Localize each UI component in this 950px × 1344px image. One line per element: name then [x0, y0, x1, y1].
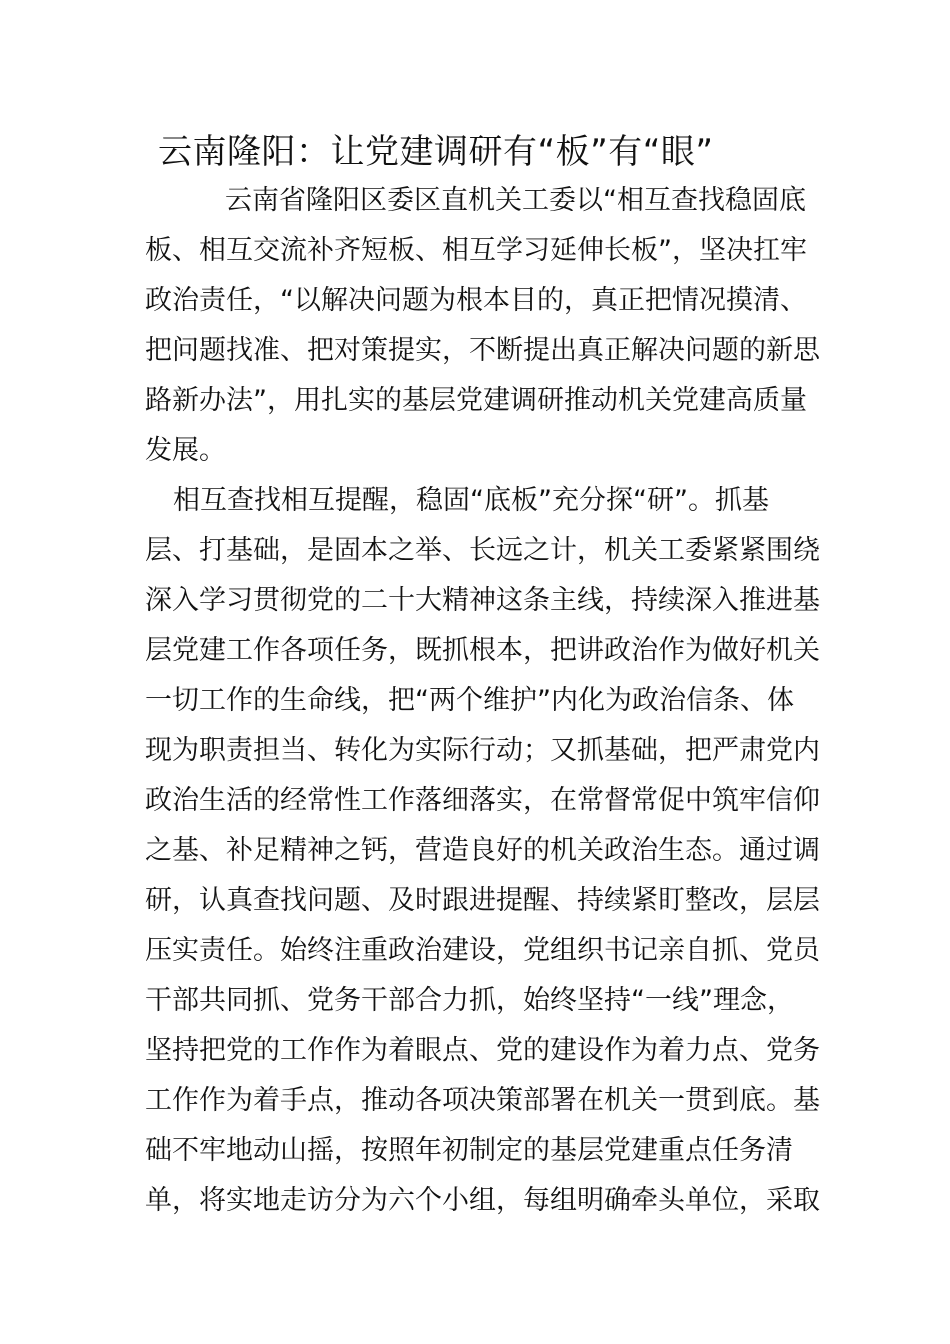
text-line: 现为职责担当、转化为实际行动；又抓基础，把严肃党内	[145, 735, 820, 766]
document-title: 云南隆阳：让党建调研有“板”有“眼”	[158, 132, 714, 172]
text-line: 工作作为着手点，推动各项决策部署在机关一贯到底。基	[145, 1085, 820, 1116]
text-line: 压实责任。始终注重政治建设，党组织书记亲自抓、党员	[145, 935, 820, 966]
text-line: 一切工作的生命线，把“两个维护”内化为政治信条、体	[145, 685, 794, 716]
paragraph-2	[145, 476, 820, 1226]
text-line: 层党建工作各项任务，既抓根本，把讲政治作为做好机关	[145, 635, 820, 666]
text-line: 之基、补足精神之钙，营造良好的机关政治生态。通过调	[145, 835, 820, 866]
text-line: 板、相互交流补齐短板、相互学习延伸长板”，坚决扛牢	[145, 235, 807, 266]
text-line: 相互查找相互提醒，稳固“底板”充分探“研”。抓基	[173, 485, 769, 516]
text-line: 把问题找准、把对策提实，不断提出真正解决问题的新思	[145, 335, 820, 366]
text-line: 路新办法”，用扎实的基层党建调研推动机关党建高质量	[145, 385, 807, 416]
text-line: 础不牢地动山摇，按照年初制定的基层党建重点任务清	[145, 1135, 793, 1166]
text-line: 政治责任，“以解决问题为根本目的，真正把情况摸清、	[145, 285, 807, 316]
text-line: 单，将实地走访分为六个小组，每组明确牵头单位，采取	[145, 1185, 820, 1216]
paragraph-1	[145, 176, 820, 476]
text-line: 深入学习贯彻党的二十大精神这条主线，持续深入推进基	[145, 585, 820, 616]
text-line: 干部共同抓、党务干部合力抓，始终坚持“一线”理念，	[145, 985, 794, 1016]
text-line: 发展。	[145, 435, 226, 466]
text-line: 研，认真查找问题、及时跟进提醒、持续紧盯整改，层层	[145, 885, 820, 916]
text-line: 政治生活的经常性工作落细落实，在常督常促中筑牢信仰	[145, 785, 820, 816]
text-line: 云南省隆阳区委区直机关工委以“相互查找稳固底	[225, 185, 806, 216]
text-line: 层、打基础，是固本之举、长远之计，机关工委紧紧围绕	[145, 535, 820, 566]
text-line: 坚持把党的工作作为着眼点、党的建设作为着力点、党务	[145, 1035, 820, 1066]
